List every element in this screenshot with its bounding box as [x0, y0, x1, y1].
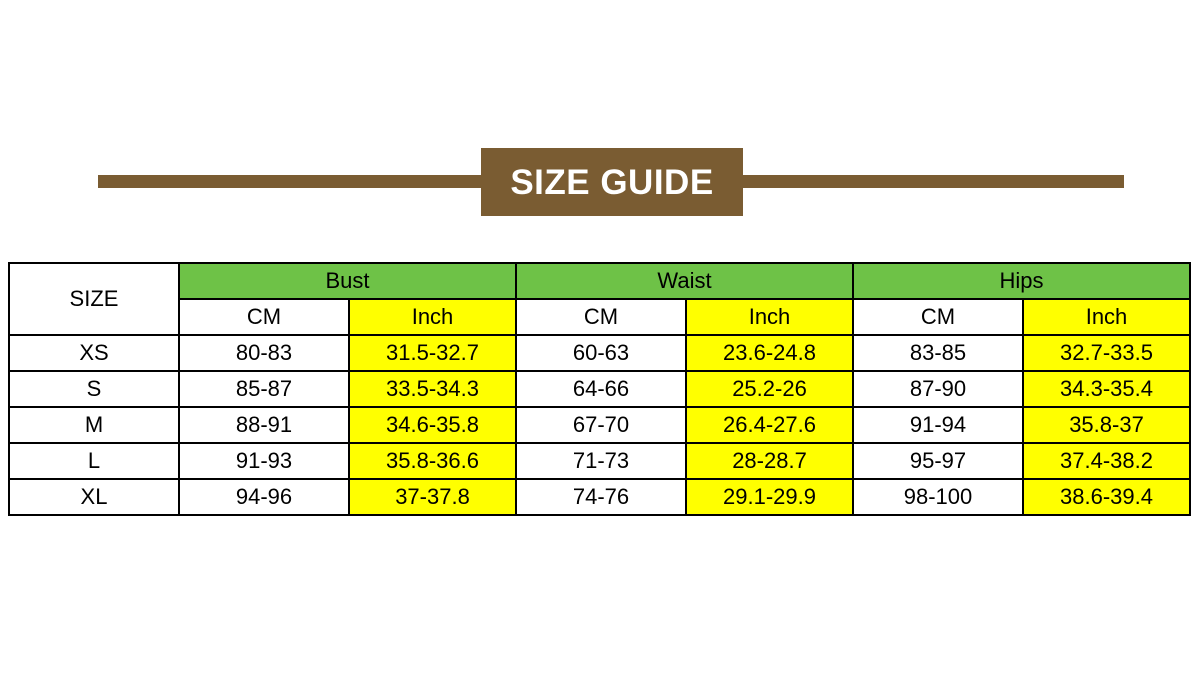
row-hips-cm: 98-100: [853, 479, 1023, 515]
header-hips-inch: Inch: [1023, 299, 1190, 335]
row-waist-inch: 23.6-24.8: [686, 335, 853, 371]
size-table: [8, 262, 1191, 516]
row-waist-cm: 64-66: [516, 371, 686, 407]
row-hips-cm: 83-85: [853, 335, 1023, 371]
size-guide-banner: [0, 148, 1200, 222]
table-row: [9, 371, 1190, 407]
row-waist-cm: 74-76: [516, 479, 686, 515]
row-waist-cm: 60-63: [516, 335, 686, 371]
row-bust-cm: 80-83: [179, 335, 349, 371]
row-bust-inch: 37-37.8: [349, 479, 516, 515]
row-bust-cm: 91-93: [179, 443, 349, 479]
row-bust-cm: 88-91: [179, 407, 349, 443]
row-size: XS: [9, 335, 179, 371]
row-hips-inch: 32.7-33.5: [1023, 335, 1190, 371]
row-bust-inch: 35.8-36.6: [349, 443, 516, 479]
header-group-hips: Hips: [853, 263, 1190, 299]
header-bust-inch: Inch: [349, 299, 516, 335]
row-size: S: [9, 371, 179, 407]
row-hips-inch: 34.3-35.4: [1023, 371, 1190, 407]
row-bust-inch: 33.5-34.3: [349, 371, 516, 407]
row-hips-inch: 35.8-37: [1023, 407, 1190, 443]
page-title: SIZE GUIDE: [510, 162, 714, 202]
row-bust-cm: 85-87: [179, 371, 349, 407]
header-bust-cm: CM: [179, 299, 349, 335]
row-waist-inch: 28-28.7: [686, 443, 853, 479]
size-chart: [8, 262, 1184, 516]
row-size: XL: [9, 479, 179, 515]
header-waist-inch: Inch: [686, 299, 853, 335]
row-waist-inch: 26.4-27.6: [686, 407, 853, 443]
row-hips-inch: 38.6-39.4: [1023, 479, 1190, 515]
row-bust-cm: 94-96: [179, 479, 349, 515]
row-hips-cm: 95-97: [853, 443, 1023, 479]
row-hips-cm: 87-90: [853, 371, 1023, 407]
row-waist-cm: 71-73: [516, 443, 686, 479]
row-size: M: [9, 407, 179, 443]
table-row: [9, 407, 1190, 443]
table-row: [9, 479, 1190, 515]
table-row: [9, 443, 1190, 479]
banner-plate: [481, 148, 743, 216]
row-hips-inch: 37.4-38.2: [1023, 443, 1190, 479]
row-waist-inch: 25.2-26: [686, 371, 853, 407]
row-waist-cm: 67-70: [516, 407, 686, 443]
table-row: [9, 335, 1190, 371]
header-group-waist: Waist: [516, 263, 853, 299]
row-hips-cm: 91-94: [853, 407, 1023, 443]
row-bust-inch: 31.5-32.7: [349, 335, 516, 371]
row-bust-inch: 34.6-35.8: [349, 407, 516, 443]
table-header-group-row: [9, 263, 1190, 299]
row-waist-inch: 29.1-29.9: [686, 479, 853, 515]
header-group-bust: Bust: [179, 263, 516, 299]
header-size: SIZE: [9, 263, 179, 335]
row-size: L: [9, 443, 179, 479]
header-hips-cm: CM: [853, 299, 1023, 335]
header-waist-cm: CM: [516, 299, 686, 335]
table-header-unit-row: [9, 299, 1190, 335]
